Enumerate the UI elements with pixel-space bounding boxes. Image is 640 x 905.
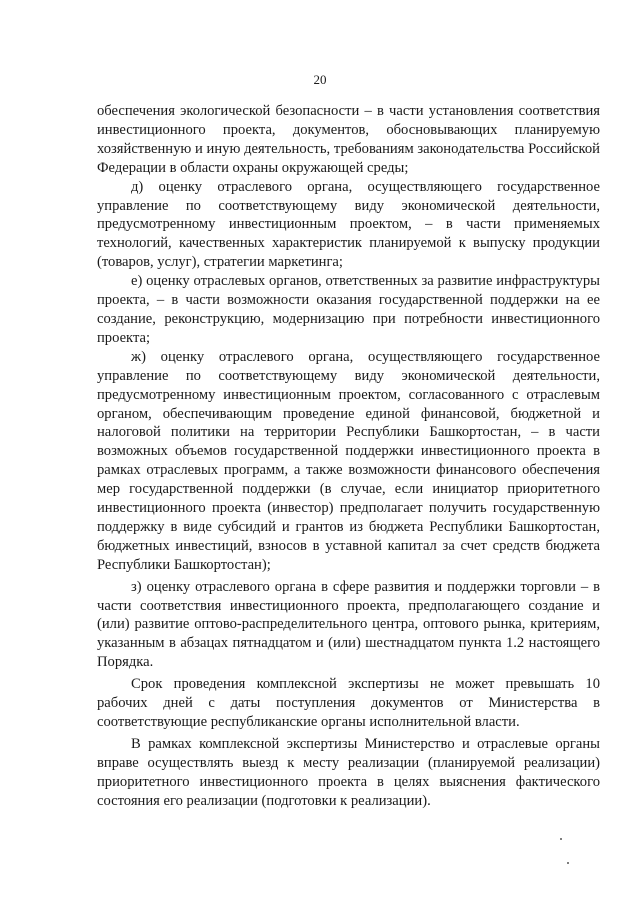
paragraph-item-z: з) оценку отраслевого органа в сфере развития и поддержки торговли – в части соответствия инвестиционного проекта, предполагающего создание и (или) развитие оптово-распределительного центра, оптового рынка, критериям, указанным в абзацах пятнадцатом и (или) шестнадцатом пункта 1.2 настоящего Порядка. (97, 578, 600, 671)
scan-speck (560, 838, 562, 840)
paragraph-site-visit: В рамках комплексной экспертизы Министерство и отраслевые органы вправе осуществлять выезд к месту реализации (планируемой реализации) приоритетного инвестиционного проекта в целях выяснения фактического состояния его реализации (подготовки к реализации). (97, 735, 600, 809)
scan-speck (567, 862, 569, 864)
paragraph-item-d: д) оценку отраслевого органа, осуществляющего государственное управление по соответствующему виду экономической деятельности, предусмотренному инвестиционным проектом, – в части применяемых технологий, качественных характеристик планируемой к выпуску продукции (товаров, услуг), стратегии маркетинга; (97, 178, 600, 271)
page-number: 20 (313, 72, 327, 87)
paragraph-item-zh: ж) оценку отраслевого органа, осуществляющего государственное управление по соответствующему виду экономической деятельности, предусмотренному инвестиционным проектом, согласованного с отраслевым органом, обеспечивающим проведение единой финансовой, бюджетной и налоговой политики на территории Республики Башкортостан, – в части возможных объемов государственной поддержки инвестиционного проекта в рамках отраслевых программ, а также возможности финансового обеспечения мер государственной поддержки (в случае, если инициатор приоритетного инвестиционного проекта (инвестор) предполагает получить государственную поддержку в виде субсидий и грантов из бюджета Республики Башкортостан, бюджетных инвестиций, взносов в уставной капитал за счет средств бюджета Республики Башкортостан); (97, 348, 600, 573)
document-body (97, 102, 600, 811)
paragraph-ecology: обеспечения экологической безопасности – в части установления соответствия инвестиционного проекта, документов, обосновывающих планируемую хозяйственную и иную деятельность, требованиям законодательства Российской Федерации в области охраны окружающей среды; (97, 103, 600, 176)
paragraph-term: Срок проведения комплексной экспертизы не может превышать 10 рабочих дней с даты поступления документов от Министерства в соответствующие республиканские органы исполнительной власти. (97, 676, 600, 730)
paragraph-item-e: е) оценку отраслевых органов, ответственных за развитие инфраструктуры проекта, – в части возможности оказания государственной поддержки на ее создание, реконструкцию, модернизацию при потребности инвестиционного проекта; (97, 273, 600, 346)
